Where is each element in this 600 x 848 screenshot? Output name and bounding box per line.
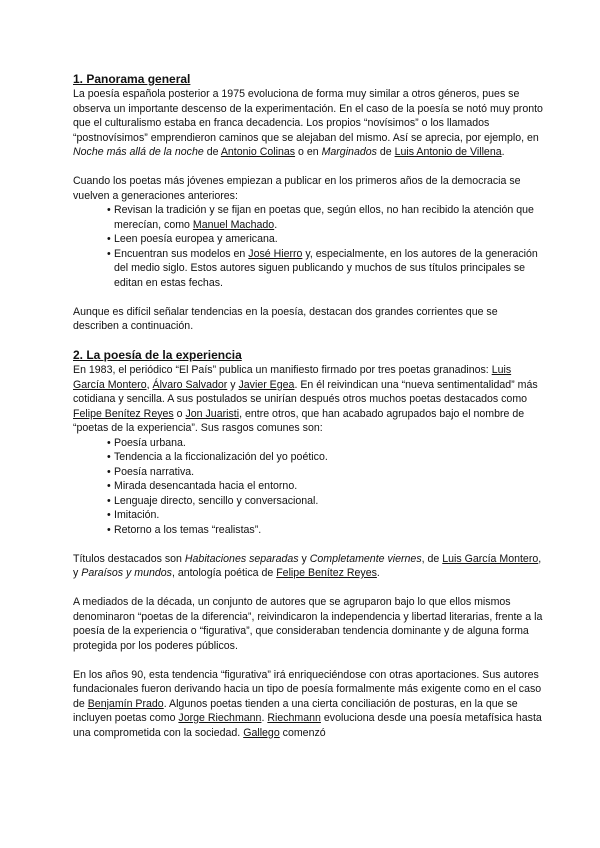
author-link[interactable]: Álvaro Salvador xyxy=(152,378,228,391)
section-2-heading: 2. La poesía de la experiencia xyxy=(73,348,242,362)
list-item: • Poesía narrativa. xyxy=(107,465,544,480)
section-2-paragraph-2 xyxy=(73,552,544,581)
text-span: . Algunos poetas tienden a una cierta conciliación de posturas, en la que se incluyen poetas como xyxy=(73,697,518,724)
text-span: comenzó xyxy=(279,726,326,739)
text-span: Revisan la tradición y se fijan en poetas que, según ellos, no han recibido la atención que merecían, como xyxy=(114,204,534,231)
section-2-paragraph-3: A mediados de la década, un conjunto de autores que se agruparon bajo lo que ellos mismos denominaron “poetas de la diferencia”, reivindicaron la independencia y libertad literarias, frente a la poesía de la experiencia o “figurativa”, que consideraban tendencia dominante y de alguna forma protegida por los poderes públicos. xyxy=(73,596,543,652)
paragraph-gap xyxy=(73,581,544,596)
section-1-bullet-list xyxy=(73,203,544,290)
list-item: • Mirada desencantada hacia el entorno. xyxy=(107,479,544,494)
list-item: • Tendencia a la ficcionalización del yo poético. xyxy=(107,450,544,465)
work-title: Marginados xyxy=(321,146,377,158)
text-span: . xyxy=(274,218,278,231)
paragraph-gap xyxy=(73,290,544,305)
author-link[interactable]: Manuel Machado xyxy=(192,218,275,231)
author-link[interactable]: Jon Juaristi xyxy=(185,407,240,420)
list-item xyxy=(107,247,544,291)
section-2-paragraph-4 xyxy=(73,668,544,741)
list-item xyxy=(107,203,544,232)
text-span: , de xyxy=(421,552,443,565)
author-link[interactable]: Felipe Benítez Reyes xyxy=(276,567,377,579)
text-span: y xyxy=(298,552,310,565)
author-link[interactable]: Luis García Montero xyxy=(73,364,512,391)
work-title: Habitaciones separadas xyxy=(184,552,299,565)
text-span: evoluciona desde una poesía metafísica hasta una comprometida con la sociedad. xyxy=(73,712,542,739)
paragraph-gap xyxy=(73,653,544,668)
section-1-paragraph-1 xyxy=(73,87,544,160)
text-span: , xyxy=(146,378,153,391)
list-item: • Leen poesía europea y americana. xyxy=(107,232,544,247)
list-item: • Imitación. xyxy=(107,508,544,523)
section-1-paragraph-2: Cuando los poetas más jóvenes empiezan a publicar en los primeros años de la democracia se vuelven a generaciones anteriores: xyxy=(73,175,521,202)
work-title: Paraísos y mundos xyxy=(81,567,172,579)
list-item: • Poesía urbana. xyxy=(107,436,544,451)
paragraph-gap xyxy=(73,334,544,349)
author-link[interactable]: Felipe Benítez Reyes xyxy=(73,407,174,420)
list-item: • Lenguaje directo, sencillo y conversacional. xyxy=(107,494,544,509)
work-title: Noche más allá de la noche xyxy=(73,146,204,158)
author-link[interactable]: Gallego xyxy=(243,726,280,739)
text-span: , y xyxy=(73,552,542,579)
text-span: Títulos destacados son xyxy=(73,552,185,565)
text-span: . xyxy=(501,146,505,158)
text-span: . xyxy=(261,712,268,724)
section-2-paragraph-1 xyxy=(73,363,544,436)
paragraph-gap xyxy=(73,537,544,552)
text-span: En 1983, el periódico “El País” publica un manifiesto firmado por tres poetas granadinos: xyxy=(73,364,492,376)
text-span: Encuentran sus modelos en xyxy=(114,247,249,260)
author-link[interactable]: Luis Antonio de Villena xyxy=(394,146,502,158)
text-span: y xyxy=(227,378,239,391)
author-link[interactable]: Benjamín Prado xyxy=(87,697,164,710)
author-link[interactable]: Jorge Riechmann xyxy=(178,712,262,724)
text-span: y, especialmente, en los autores de la generación del medio siglo. Estos autores siguen publicando y muchos de sus títulos principales se editan en estas fechas. xyxy=(114,247,538,289)
text-span: de xyxy=(203,146,221,158)
author-link[interactable]: Riechmann xyxy=(267,712,321,724)
text-span: de xyxy=(376,146,395,158)
list-item: • Retorno a los temas “realistas”. xyxy=(107,523,544,538)
text-span: . En él reivindican una “nueva sentimentalidad” más cotidiana y sencilla. A sus postulados se unirían después otros muchos poetas destacados como xyxy=(73,378,538,405)
section-1-heading: 1. Panorama general xyxy=(73,72,191,86)
work-title: Completamente viernes xyxy=(309,552,422,565)
text-span: La poesía española posterior a 1975 evoluciona de forma muy similar a otros géneros, pues se observa un importante descenso de la experimentación. En el caso de la poesía se notó muy pronto que el culturalismo estaba en franca decadencia. Los propios “novísimos” o los llamados “postnovísimos” emprendieron caminos que se alejaban del mismo. Así se aprecia, por ejemplo, en xyxy=(73,88,543,144)
text-span: o en xyxy=(295,146,322,158)
traits-list xyxy=(73,436,544,538)
author-link[interactable]: Antonio Colinas xyxy=(220,146,296,158)
author-link[interactable]: Javier Egea xyxy=(238,378,295,391)
section-1-paragraph-3: Aunque es difícil señalar tendencias en la poesía, destacan dos grandes corrientes que se describen a continuación. xyxy=(73,305,498,332)
text-span: En los años 90, esta tendencia “figurativa” irá enriqueciéndose con otras aportaciones. Sus autores fundacionales fueron derivando hacia un tipo de poesía formalmente más exigente como en el caso de xyxy=(73,668,542,710)
paragraph-gap xyxy=(73,160,544,175)
text-span: , entre otros, que han acabado agrupados bajo el nombre de “poetas de la experiencia”. Sus rasgos comunes son: xyxy=(73,407,525,434)
author-link[interactable]: José Hierro xyxy=(248,247,303,260)
text-span: . xyxy=(376,567,380,579)
author-link[interactable]: Luis García Montero xyxy=(442,552,539,565)
text-span: o xyxy=(173,407,186,420)
text-span: , antología poética de xyxy=(171,567,277,579)
